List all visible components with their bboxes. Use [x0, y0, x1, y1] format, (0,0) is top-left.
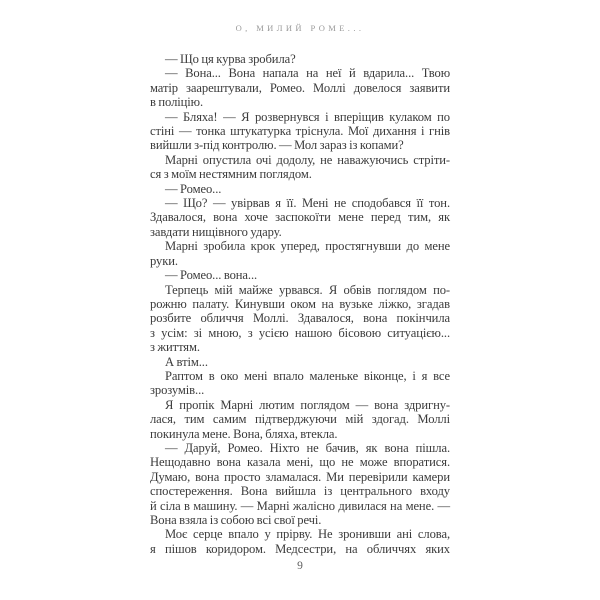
text-line: я пішов коридором. Медсестри, на обличчях яких: [150, 541, 450, 556]
paragraph: [150, 283, 450, 355]
text-line: А втім...: [165, 354, 208, 369]
text-line: стіні — тонка штукатурка тріснула. Мої дихання і гнів: [150, 124, 450, 139]
paragraph: [150, 268, 450, 282]
paragraph: [150, 110, 450, 153]
text-line: завдати нищівного удару.: [150, 224, 282, 239]
paragraph: [150, 355, 450, 369]
text-line: ся з моїм нестямним поглядом.: [150, 167, 312, 182]
text-line: й сіла в машину. — Марні жалісно дивилася на мене. —: [150, 498, 450, 513]
text-line: — Що ця курва зробила?: [165, 52, 296, 66]
text-line: Думаю, вона просто зламалася. Ми перевірили камери: [150, 469, 450, 484]
paragraph: [150, 182, 450, 196]
text-line: з усім: зі мною, з усією нашою бісовою ситуацією...: [150, 325, 450, 340]
paragraph: [150, 66, 450, 109]
text-line: Я пропік Марні лютим поглядом — вона здригну-: [165, 397, 450, 412]
text-line: Раптом в око мені впало маленьке віконце, і я все: [165, 368, 450, 383]
text-line: — Ромео... вона...: [165, 268, 258, 283]
text-line: матір заарештували, Ромео. Моллі довелося заявити: [150, 80, 450, 95]
text-line: зрозумів...: [150, 383, 205, 398]
text-line: покинула мене. Вона, бляха, втекла.: [150, 426, 338, 441]
text-line: Вона взяла із собою всі свої речі.: [150, 513, 322, 527]
text-line: спостереження. Вона вийшла із центрального входу: [150, 484, 450, 499]
text-line: рожню палату. Кинувши оком на вузьке ліжко, згадав: [150, 296, 450, 311]
paragraph: [150, 369, 450, 398]
text-line: — Ромео...: [165, 181, 222, 196]
paragraph: [150, 153, 450, 182]
text-line: Терпець мій майже урвався. Я обвів поглядом по-: [165, 282, 450, 297]
text-line: Моє серце впало у прірву. Не зронивши ані слова,: [165, 527, 450, 542]
text-line: вийшли з-під контролю. — Мол зараз із копами?: [150, 138, 404, 153]
text-line: руки.: [150, 253, 178, 268]
text-line: лася, тим самим підтверджуючи мій здогад. Моллі: [150, 412, 450, 427]
text-line: Марні зробила крок уперед, простягнувши до мене: [165, 239, 450, 254]
paragraph: [150, 441, 450, 527]
text-line: Нещодавно вона казала мені, що не може впоратися.: [150, 455, 450, 470]
paragraph: [150, 52, 450, 66]
text-line: з життям.: [150, 340, 200, 355]
paragraph: [150, 196, 450, 239]
page-number: 9: [297, 560, 303, 572]
text-line: — Бляха! — Я розвернувся і вперіщив кулаком по: [165, 109, 450, 124]
paragraph: [150, 239, 450, 268]
text-line: розбите обличчя Моллі. Здавалося, вона покінчила: [150, 311, 450, 326]
paragraph: [150, 398, 450, 441]
paragraph: [150, 527, 450, 556]
text-line: Марні опустила очі додолу, не наважуючись стріти-: [165, 152, 450, 167]
body-text: [150, 52, 450, 556]
text-line: Здавалося, вона хоче заспокоїти мене перед тим, як: [150, 210, 450, 225]
text-line: — Вона... Вона напала на неї й вдарила... Твою: [165, 66, 450, 81]
running-header: О, МИЛИЙ РОМЕ...: [235, 23, 365, 33]
text-line: — Даруй, Ромео. Ніхто не бачив, як вона пішла.: [165, 440, 450, 455]
text-line: в поліцію.: [150, 95, 204, 110]
text-line: — Що? — увірвав я її. Мені не сподобався її тон.: [165, 196, 450, 211]
